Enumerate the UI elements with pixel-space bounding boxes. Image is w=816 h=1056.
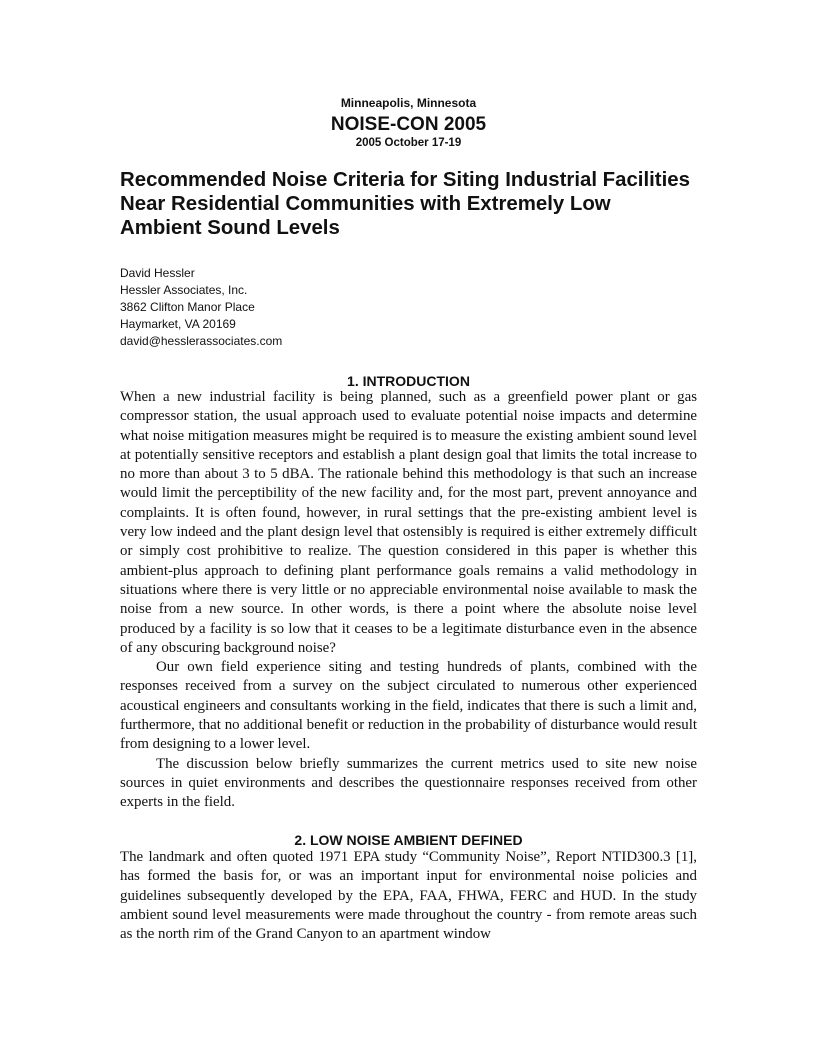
- section-heading-low-noise-ambient: 2. LOW NOISE AMBIENT DEFINED: [294, 832, 523, 848]
- conference-location: Minneapolis, Minnesota: [340, 96, 477, 110]
- conference-date: 2005 October 17-19: [355, 137, 462, 149]
- paragraph: Our own field experience siting and testing hundreds of plants, combined with the responses received from a survey on the subject circulated to numerous other experienced acoustical engineers and consultants working in the field, indicates that there is such a limit and, furthermore, that no additional benefit or reduction in the probability of disturbance would result from designing to a lower level.: [120, 659, 697, 753]
- section-body-low-noise-ambient: [120, 848, 697, 944]
- section-heading-introduction: 1. INTRODUCTION: [347, 373, 470, 389]
- author-email: david@hesslerassociates.com: [120, 334, 283, 348]
- author-organization: Hessler Associates, Inc.: [120, 283, 248, 297]
- paper-title: Recommended Noise Criteria for Siting Industrial Facilities Near Residential Communities with Extremely Low Ambient Sound Levels: [120, 169, 690, 239]
- author-street: 3862 Clifton Manor Place: [120, 300, 255, 314]
- paragraph: The discussion below briefly summarizes the current metrics used to site new noise sources in quiet environments and describes the questionnaire responses received from other experts in the field.: [120, 755, 697, 811]
- author-name: David Hessler: [120, 266, 195, 280]
- author-city: Haymarket, VA 20169: [120, 317, 236, 331]
- paragraph: The landmark and often quoted 1971 EPA study “Community Noise”, Report NTID300.3 [1], has formed the basis for, or was an important input for environmental noise policies and guidelines subsequently developed by the EPA, FAA, FHWA, FERC and HUD. In the study ambient sound level measurements were made throughout the country - from remote areas such as the north rim of the Grand Canyon to an apartment window: [120, 849, 697, 943]
- section-body-introduction: [120, 388, 697, 813]
- conference-name: NOISE-CON 2005: [330, 114, 487, 135]
- paragraph: When a new industrial facility is being planned, such as a greenfield power plant or gas compressor station, the usual approach used to evaluate potential noise impacts and determine what noise mitigation measures might be required is to measure the existing ambient sound level at potentially sensitive receptors and establish a plant design goal that limits the total increase to no more than about 3 to 5 dBA. The rationale behind this methodology is that such an increase would limit the perceptibility of the new facility and, for the most part, prevent annoyance and complaints. It is often found, however, in rural settings that the pre-existing ambient level is very low indeed and the plant design level that ostensibly is required is either extremely difficult or simply cost prohibitive to realize. The question considered in this paper is whether this ambient-plus approach to defining plant performance goals remains a valid methodology in situations where there is very little or no appreciable environmental noise available to mask the noise from a new source. In other words, is there a point where the absolute noise level produced by a facility is so low that it ceases to be a legitimate disturbance even in the absence of any obscuring background noise?: [120, 389, 697, 656]
- author-block: [120, 265, 697, 350]
